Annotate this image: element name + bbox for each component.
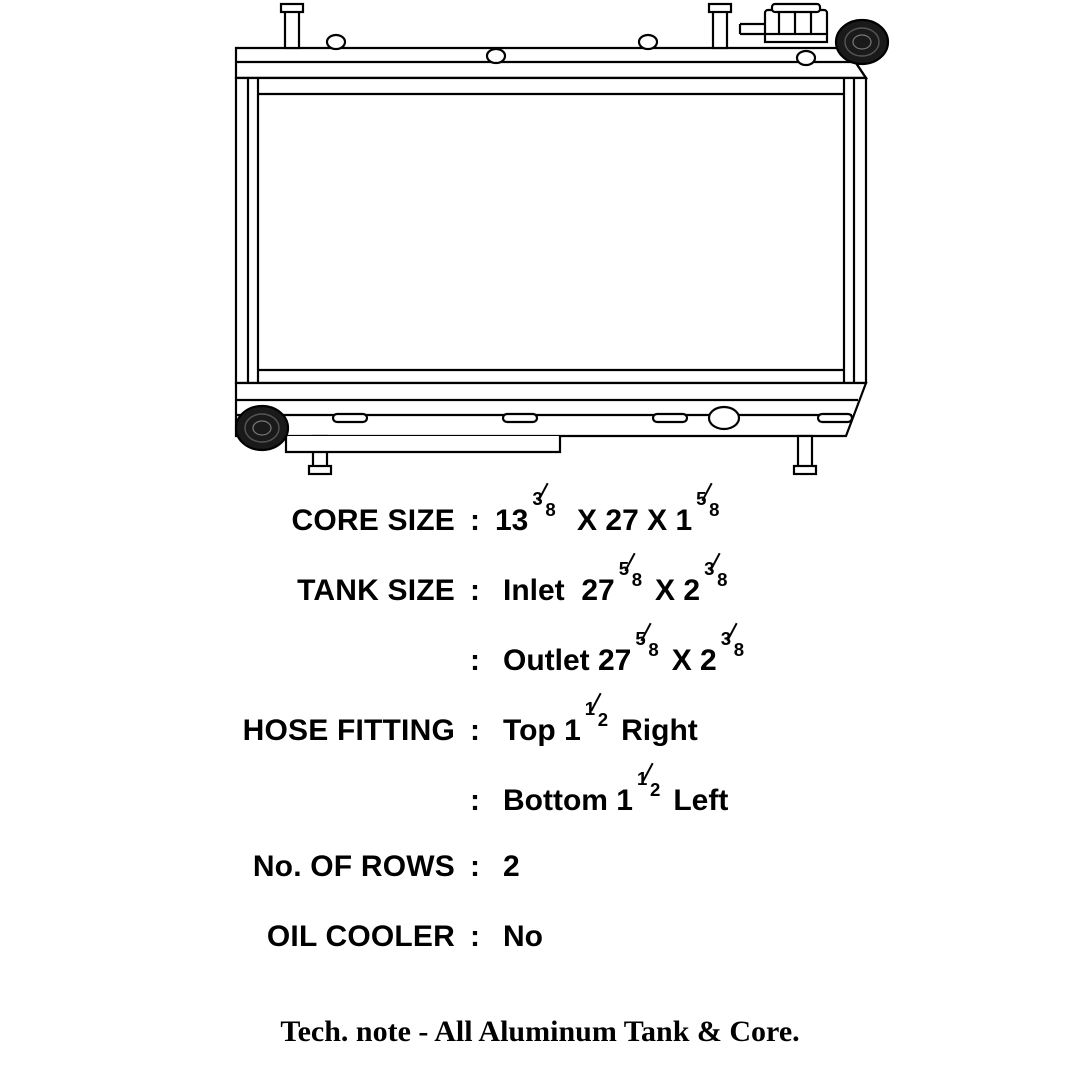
spec-value-core-size: 13 3 8 X 27 X 1 5 8 bbox=[495, 500, 1080, 538]
spec-colon: : bbox=[470, 784, 480, 817]
spec-colon: : bbox=[470, 850, 480, 883]
spec-label-tank-size: TANK SIZE bbox=[297, 574, 455, 607]
spec-row-no-of-rows bbox=[0, 850, 1080, 920]
bottom-tank bbox=[236, 383, 866, 436]
spec-label-hose-fitting: HOSE FITTING bbox=[242, 714, 455, 747]
spec-colon: : bbox=[470, 920, 480, 953]
radiator-diagram bbox=[0, 0, 1080, 490]
spec-row-oil-cooler bbox=[0, 920, 1080, 990]
specification-table bbox=[0, 488, 1080, 990]
spec-value-oil-cooler: No bbox=[503, 920, 543, 953]
spec-colon: : bbox=[470, 714, 480, 747]
fraction-3-8: 3 8 bbox=[721, 640, 747, 670]
fraction-5-8: 5 8 bbox=[619, 570, 645, 600]
spec-row-tank-size-inlet bbox=[0, 558, 1080, 640]
filler-neck-cap bbox=[740, 4, 827, 42]
drain-petcock bbox=[709, 407, 739, 429]
spec-row-core-size bbox=[0, 488, 1080, 570]
inlet-hose-fitting-top-right bbox=[836, 20, 888, 64]
spec-value-no-of-rows: 2 bbox=[503, 850, 520, 883]
spec-colon: : bbox=[470, 504, 480, 537]
radiator-line-drawing bbox=[0, 0, 1080, 490]
spec-colon: : bbox=[470, 644, 480, 677]
fraction-5-8: 5 8 bbox=[635, 640, 661, 670]
spec-colon: : bbox=[470, 574, 480, 607]
fraction-5-8: 5 8 bbox=[696, 500, 722, 530]
mounting-pin-top-left bbox=[281, 4, 303, 48]
top-tank bbox=[236, 48, 866, 78]
core bbox=[236, 78, 866, 383]
spec-value-hose-top: Top 1 1 2 Right bbox=[495, 710, 1080, 748]
fraction-3-8: 3 8 bbox=[704, 570, 730, 600]
spec-row-hose-fitting-top bbox=[0, 698, 1080, 780]
spec-label-no-of-rows: No. OF ROWS bbox=[252, 850, 455, 883]
mounting-pin-bottom-right bbox=[794, 436, 816, 474]
spec-label-core-size: CORE SIZE bbox=[291, 504, 455, 537]
fraction-1-2: 1 2 bbox=[585, 710, 611, 740]
spec-value-tank-outlet: Outlet 27 5 8 X 2 3 8 bbox=[495, 640, 1080, 678]
spec-row-hose-fitting-bottom bbox=[0, 768, 1080, 850]
mounting-pin-top-right bbox=[709, 4, 731, 48]
fraction-3-8: 3 8 bbox=[532, 500, 558, 530]
spec-value-hose-bottom: Bottom 1 1 2 Left bbox=[495, 780, 1080, 818]
spec-value-tank-inlet: Inlet 27 5 8 X 2 3 8 bbox=[495, 570, 1080, 608]
fraction-1-2: 1 2 bbox=[637, 780, 663, 810]
spec-label-oil-cooler: OIL COOLER bbox=[266, 920, 455, 953]
outlet-hose-fitting-bottom-left bbox=[236, 406, 288, 450]
spec-row-tank-size-outlet bbox=[0, 628, 1080, 710]
tech-note: Tech. note - All Aluminum Tank & Core. bbox=[280, 1015, 800, 1048]
